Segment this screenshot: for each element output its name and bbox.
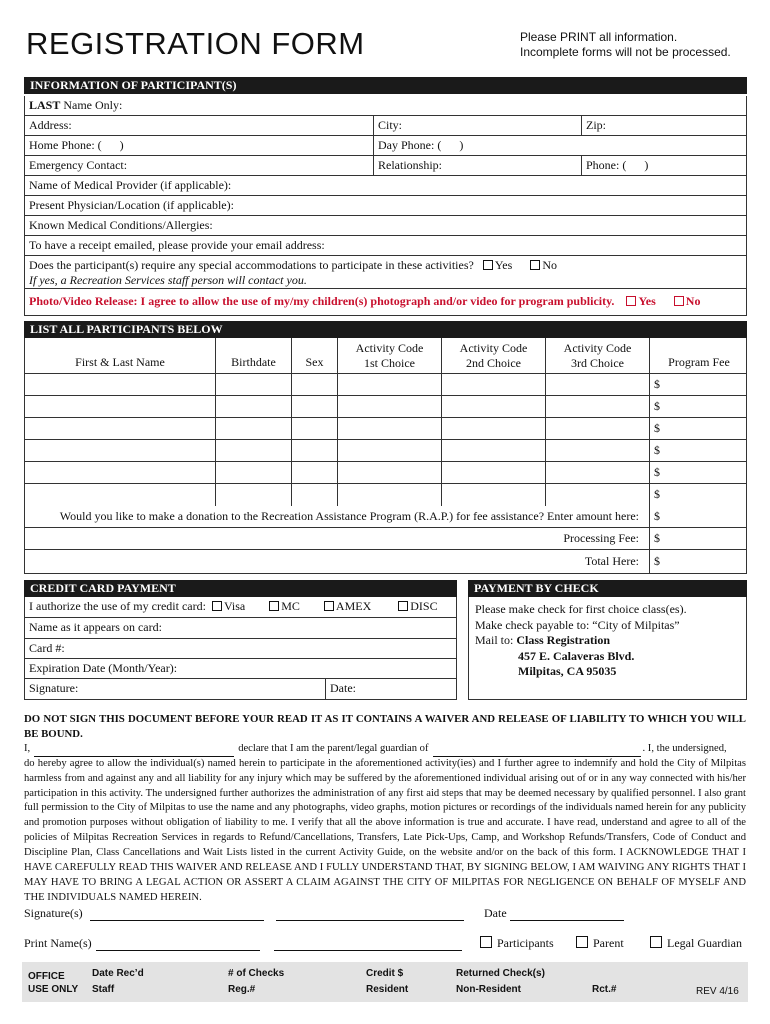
participant-code3-cell[interactable] [545,484,649,506]
check-header: PAYMENT BY CHECK [468,580,747,597]
signatures-label: Signature(s) [24,906,83,920]
check-line-2: Make check payable to: “City of Milpitas” [475,617,680,632]
participant-fee-cell[interactable] [649,418,748,439]
participant-birthdate-cell[interactable] [215,374,291,395]
participant-birthdate-cell[interactable] [215,484,291,506]
participant-info-header: INFORMATION OF PARTICIPANT(S) [24,77,747,94]
table-row [25,418,746,440]
legal-guardian-option: Legal Guardian [650,936,742,951]
conditions-row[interactable] [25,216,746,236]
participant-fee-cell[interactable] [649,462,748,483]
expiration-row[interactable] [25,659,456,679]
address-field[interactable]: Address: [29,118,72,132]
fee-dollar-sign: $ [654,487,660,501]
authorize-row [25,597,456,618]
card-number-row[interactable] [25,639,456,659]
day-phone-field[interactable]: Day Phone: ( ) [373,136,463,155]
date-recd-label: Date Rec’d [92,968,144,979]
col-sex-header: Sex [291,338,337,373]
disc-checkbox[interactable] [398,601,408,611]
medical-provider-row[interactable] [25,176,746,196]
col-code2-header: Activity Code 2nd Choice [441,338,545,373]
participant-birthdate-cell[interactable] [215,440,291,461]
participant-fee-cell[interactable] [649,440,748,461]
notice-line-2: Incomplete forms will not be processed. [520,45,731,59]
participant-sex-cell[interactable] [291,462,337,483]
table-row [25,484,746,506]
amex-checkbox[interactable] [324,601,334,611]
physician-label: Present Physician/Location (if applicable): [29,198,234,212]
participant-code3-cell[interactable] [545,418,649,439]
card-signature-field[interactable]: Signature: [29,681,79,695]
physician-row[interactable] [25,196,746,216]
participant-fee-cell[interactable] [649,484,748,506]
emergency-row [25,156,746,176]
participant-sex-cell[interactable] [291,418,337,439]
participant-code1-cell[interactable] [337,396,441,417]
donation-row [25,506,746,528]
table-row [25,396,746,418]
photo-yes-label: Yes [638,294,656,308]
print-names-label: Print Name(s) [24,936,92,950]
signature-line-row [24,906,748,926]
print-name-line-1[interactable] [96,936,260,951]
participants-table [24,338,747,574]
visa-checkbox[interactable] [212,601,222,611]
signature-date-label: Date [484,906,507,920]
processing-fee-row [25,528,746,550]
zip-field[interactable]: Zip: [581,116,606,135]
participant-info-box [24,96,747,316]
photo-no-label: No [685,294,701,308]
processing-fee-field[interactable]: $ [649,528,748,549]
participant-fee-cell[interactable] [649,396,748,417]
photo-yes-checkbox[interactable] [626,296,636,306]
last-name-label: LAST Name Only: [29,98,123,112]
participant-code2-cell[interactable] [441,396,545,417]
participant-name-cell[interactable] [25,462,215,483]
card-date-field[interactable]: Date: [325,679,356,699]
participant-code3-cell[interactable] [545,396,649,417]
mc-checkbox[interactable] [269,601,279,611]
print-name-line-2[interactable] [274,936,462,951]
email-label: To have a receipt emailed, please provide your email address: [29,238,325,252]
home-phone-field[interactable]: Home Phone: ( ) [29,138,124,152]
emergency-contact-field[interactable]: Emergency Contact: [29,158,128,172]
last-name-row[interactable] [25,96,746,116]
fee-dollar-sign: $ [654,443,660,457]
parent-checkbox[interactable] [576,936,588,948]
city-field[interactable]: City: [373,116,402,135]
staff-label: Staff [92,984,115,995]
amex-label: AMEX [335,599,372,613]
medical-provider-label: Name of Medical Provider (if applicable): [29,178,232,192]
credit-label: Credit $ [366,968,404,979]
check-box [468,597,747,700]
relationship-field[interactable]: Relationship: [373,156,442,175]
fee-dollar-sign: $ [654,377,660,391]
participant-sex-cell[interactable] [291,396,337,417]
rct-label: Rct.# [592,984,617,995]
revision-label: REV 4/16 [696,986,739,997]
fee-dollar-sign: $ [654,421,660,435]
address-row [25,116,746,136]
page-title: REGISTRATION FORM [26,26,365,61]
participants-header: LIST ALL PARTICIPANTS BELOW [24,321,747,338]
signature-line-2[interactable] [276,906,464,921]
emergency-phone-field[interactable]: Phone: ( ) [581,156,648,175]
name-on-card-label: Name as it appears on card: [29,620,162,634]
photo-release-row [25,289,746,315]
print-name-row [24,936,748,956]
office-use-bar [22,962,748,1002]
fee-dollar-sign: $ [654,399,660,413]
waiver-text [24,712,746,906]
legal-guardian-checkbox[interactable] [650,936,662,948]
name-on-card-row[interactable] [25,618,456,639]
non-resident-label: Non-Resident [456,984,521,995]
participant-code1-cell[interactable] [337,484,441,506]
participant-code2-cell[interactable] [441,462,545,483]
participant-birthdate-cell[interactable] [215,462,291,483]
participant-name-cell[interactable] [25,418,215,439]
total-row [25,550,746,573]
participants-option: Participants [480,936,554,951]
table-row [25,374,746,396]
waiver-heading: DO NOT SIGN THIS DOCUMENT BEFORE YOUR READ IT AS IT CONTAINS A WAIVER AND RELEASE OF LIABILITY TO WHICH YOU WILL BE BOUND. [24,713,746,740]
processing-fee-label: Processing Fee: [563,531,639,545]
participant-birthdate-cell[interactable] [215,396,291,417]
participant-name-cell[interactable] [25,484,215,506]
mc-label: MC [281,599,300,613]
participant-sex-cell[interactable] [291,374,337,395]
participants-checkbox[interactable] [480,936,492,948]
photo-release-text: Photo/Video Release: I agree to allow the use of my/my children(s) photograph and/or video for program publicity. [29,294,615,308]
participant-name-cell[interactable] [25,374,215,395]
participant-code2-cell[interactable] [441,440,545,461]
donation-amount-field[interactable]: $ [649,506,748,527]
returned-checks-label: Returned Check(s) [456,968,545,979]
participant-name-cell[interactable] [25,396,215,417]
signature-date-line[interactable] [510,906,624,921]
visa-label: Visa [223,599,246,613]
signature-line-1[interactable] [90,906,264,921]
reg-num-label: Reg.# [228,984,256,995]
office-label: OFFICE [28,971,65,982]
accommodations-row [25,256,746,289]
table-row [25,440,746,462]
accommodations-note: If yes, a Recreation Services staff person will contact you. [29,273,307,287]
use-only-label: USE ONLY [28,984,79,995]
check-mail-to: Mail to: Class Registration [475,633,611,647]
participant-code2-cell[interactable] [441,418,545,439]
num-checks-label: # of Checks [228,968,285,979]
accommodations-no-checkbox[interactable] [530,260,540,270]
print-notice [520,30,731,60]
guardian-declaration: I, declare that I am the parent/legal guardian of . I, the undersigned, [24,742,746,757]
fee-dollar-sign: $ [654,465,660,479]
col-birthdate-header: Birthdate [215,338,291,373]
authorize-label: I authorize the use of my credit card: Visa MC AMEX DISC [29,599,438,613]
photo-release [25,289,700,315]
email-row[interactable] [25,236,746,256]
accommodations-yes-checkbox[interactable] [483,260,493,270]
participant-code2-cell[interactable] [441,374,545,395]
col-fee-header: Program Fee [649,338,748,373]
total-field[interactable]: $ [649,550,748,573]
phone-row [25,136,746,156]
participant-sex-cell[interactable] [291,440,337,461]
credit-card-header: CREDIT CARD PAYMENT [24,580,457,597]
participant-code1-cell[interactable] [337,440,441,461]
check-addr-2: 457 E. Calaveras Blvd. [518,648,635,663]
credit-card-box [24,597,457,700]
expiration-label: Expiration Date (Month/Year): [29,661,178,675]
card-number-label: Card #: [29,641,65,655]
col-code3-header: Activity Code 3rd Choice [545,338,649,373]
donation-label: Would you like to make a donation to the Recreation Assistance Program (R.A.P.) for fee assistance? Enter amount here: [59,509,639,523]
conditions-label: Known Medical Conditions/Allergies: [29,218,213,232]
col-name-header: First & Last Name [75,355,165,369]
photo-no-checkbox[interactable] [674,296,684,306]
accommodations-no-label: No [542,258,557,272]
col-code1-header: Activity Code 1st Choice [337,338,441,373]
participant-code2-cell[interactable] [441,484,545,506]
participant-code1-cell[interactable] [337,374,441,395]
participant-code1-cell[interactable] [337,462,441,483]
participant-code3-cell[interactable] [545,462,649,483]
participant-code3-cell[interactable] [545,440,649,461]
participant-code1-cell[interactable] [337,418,441,439]
check-line-1: Please make check for first choice class(es). [475,602,687,616]
participant-birthdate-cell[interactable] [215,418,291,439]
notice-line-1: Please PRINT all information. [520,30,678,44]
resident-label: Resident [366,984,409,995]
accommodations-question: Does the participant(s) require any special accommodations to participate in these activities? Yes No If yes, a Recreation Services staff person will contact you. [29,258,557,287]
disc-label: DISC [410,599,438,613]
table-row [25,462,746,484]
check-addr-3: Milpitas, CA 95035 [518,664,617,678]
participant-name-cell[interactable] [25,440,215,461]
participant-code3-cell[interactable] [545,374,649,395]
total-label: Total Here: [584,554,639,568]
accommodations-yes-label: Yes [494,258,513,272]
parent-option: Parent [576,936,624,951]
participants-table-header [25,338,746,374]
participant-sex-cell[interactable] [291,484,337,506]
participant-fee-cell[interactable] [649,374,748,395]
card-signature-row [25,679,456,699]
waiver-body: do hereby agree to allow the individual(s) named herein to participate in the aforementioned activity(ies) and I further agree to indemnify and hold the City of Milpitas harmless from and against any and all liability for any injury which may be suffered by the aforementioned individual arising out of or in any way connected with his/her participation in this activity. The undersigned further authorizes the administration of any first aid steps that may be deemed necessary by qualified personnel. I also grant full permission to the City of Milpitas to use the name and any photographs, video graphs, motion pictures or recordings of the individuals named herein for any publicity and promotion purposes without obligation of liability to me. I verify that all the above information is true and accurate. I have read, understand and agree to all of the policies of Milpitas Recreation Services in regards to Refund/Cancellations, Transfers, Late Pick-Ups, Camp, and Workshop Refunds/Transfers, Code of Conduct and Discipline Plan, Class Cancellations and Wait Lists listed in the current Activity Guide, on the website and/or on the back of this form. I ACKNOWLEDGE THAT I HAVE CAREFULLY READ THIS WAIVER AND RELEASE AND I FULLY UNDERSTAND THAT, BY SIGNING BELOW, I AM WAIVING ANY RIGHTS THAT I MAY HAVE TO BRING A LEGAL ACTION OR ASSERT A CLAIM AGAINST THE CITY OF MILPITAS FOR NEGLIGENCE ON BEHALF OF MYSELF AND THE INDIVIDUALS NAMED HEREIN. [24,757,746,903]
